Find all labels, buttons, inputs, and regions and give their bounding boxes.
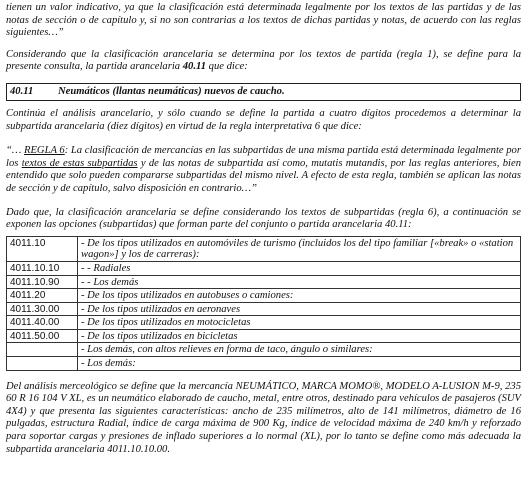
- heading-code: 40.11: [10, 85, 34, 97]
- subheading-description: - De los tipos utilizados en automóviles de turismo (incluidos los del tipo familiar [«break» o «station wagon»] y los de carreras):: [78, 236, 521, 261]
- considerando-text: Considerando que la clasificación arancelaria se determina por los textos de partida (regla 1), se define para la presente consulta, la partida arancelaria: [6, 48, 521, 73]
- subheading-table: [6, 236, 521, 371]
- subheading-code: 4011.10.90: [7, 275, 78, 289]
- subheading-description: - De los tipos utilizados en motocicletas: [78, 316, 521, 330]
- table-row: [7, 261, 521, 275]
- subheading-description: - De los tipos utilizados en autobuses o camiones:: [78, 289, 521, 303]
- subheading-code: 4011.10: [7, 236, 78, 261]
- considerando-code: 40.11: [182, 61, 207, 73]
- table-row: [7, 289, 521, 303]
- table-row: [7, 329, 521, 343]
- subheading-code: 4011.10.10: [7, 261, 78, 275]
- subheading-description: - De los tipos utilizados en aeronaves: [78, 302, 521, 316]
- table-row: [7, 302, 521, 316]
- heading-text: Neumáticos (llantas neumáticas) nuevos de caucho.: [58, 85, 285, 97]
- subheading-code: 4011.30.00: [7, 302, 78, 316]
- subheading-code: 4011.50.00: [7, 329, 78, 343]
- table-row: [7, 357, 521, 371]
- subheading-description: - De los tipos utilizados en bicicletas: [78, 329, 521, 343]
- rule-label: REGLA 6: [23, 145, 65, 157]
- table-row: [7, 275, 521, 289]
- quote-open: “…: [6, 145, 24, 157]
- subheading-description: - Los demás:: [78, 357, 521, 371]
- quote-underlined: textos de estas subpartidas: [21, 157, 138, 169]
- tariff-heading-box: [6, 83, 521, 101]
- intro-paragraph: tienen un valor indicativo, ya que la clasificación está determinada legalmente por los textos de las partidas y de las notas de sección o de capítulo y, si no son contrarias a los textos de dichas partidas y notas, de acuerdo con las reglas siguientes…”: [6, 2, 521, 39]
- subheading-code: [7, 357, 78, 371]
- table-row: [7, 236, 521, 261]
- subheading-table-body: [7, 236, 521, 370]
- subheading-description: - - Los demás: [78, 275, 521, 289]
- quote-part-2: y de las notas de subpartida así como, mutatis mutandis, por las reglas anteriores, bien entendido que solo pueden compararse subpartidas del mismo nivel. A efecto de esta regla, también se aplican las notas de sección y de capítulo, salvo disposición en contrario…”: [6, 157, 522, 194]
- considerando-paragraph: [6, 49, 521, 74]
- subheading-code: 4011.40.00: [7, 316, 78, 330]
- rule-quote: [6, 145, 521, 195]
- considerando-tail: que dice:: [206, 61, 248, 73]
- table-row: [7, 316, 521, 330]
- subheading-code: [7, 343, 78, 357]
- subheading-code: 4011.20: [7, 289, 78, 303]
- analysis-paragraph: Del análisis merceológico se define que la mercancía NEUMÁTICO, MARCA MOMO®, MODELO A-LUSION M-9, 235 60 R 16 104 V XL, es un neumático elaborado de caucho, metal, entre otros, destinado para vehículos de pasajeros (SUV 4X4) y que presenta las siguientes características: ancho de 235 milímetros, alto de 141 milímetros, diámetro de 16 pulgadas, estructura Radial, índice de carga máxima de 900 Kg, índice de velocidad máxima de 240 km/h y reforzado para soportar cargas y presiones de inflado superiores a lo normal (XL), por lo tanto se define como más adecuada la subpartida arancelaria 4011.10.10.00.: [6, 380, 521, 455]
- quote-part-1: : La clasificación de mercancías en las subpartidas de una misma partida está determinada legalmente por los: [6, 145, 521, 169]
- continua-paragraph: Continúa el análisis arancelario, y sólo cuando se define la partida a cuatro dígitos procedemos a determinar la subpartida arancelaria (diez dígitos) en virtud de la regla interpretativa 6 que dice:: [6, 107, 521, 132]
- subheading-description: - - Radiales: [78, 261, 521, 275]
- dado-que-paragraph: Dado que, la clasificación arancelaria se define considerando los textos de subpartidas (regla 6), a continuación se exponen las opciones (subpartidas) que forman parte del conjunto o partida arancelaria 40.11:: [6, 206, 521, 231]
- table-row: [7, 343, 521, 357]
- subheading-description: - Los demás, con altos relieves en forma de taco, ángulo o similares:: [78, 343, 521, 357]
